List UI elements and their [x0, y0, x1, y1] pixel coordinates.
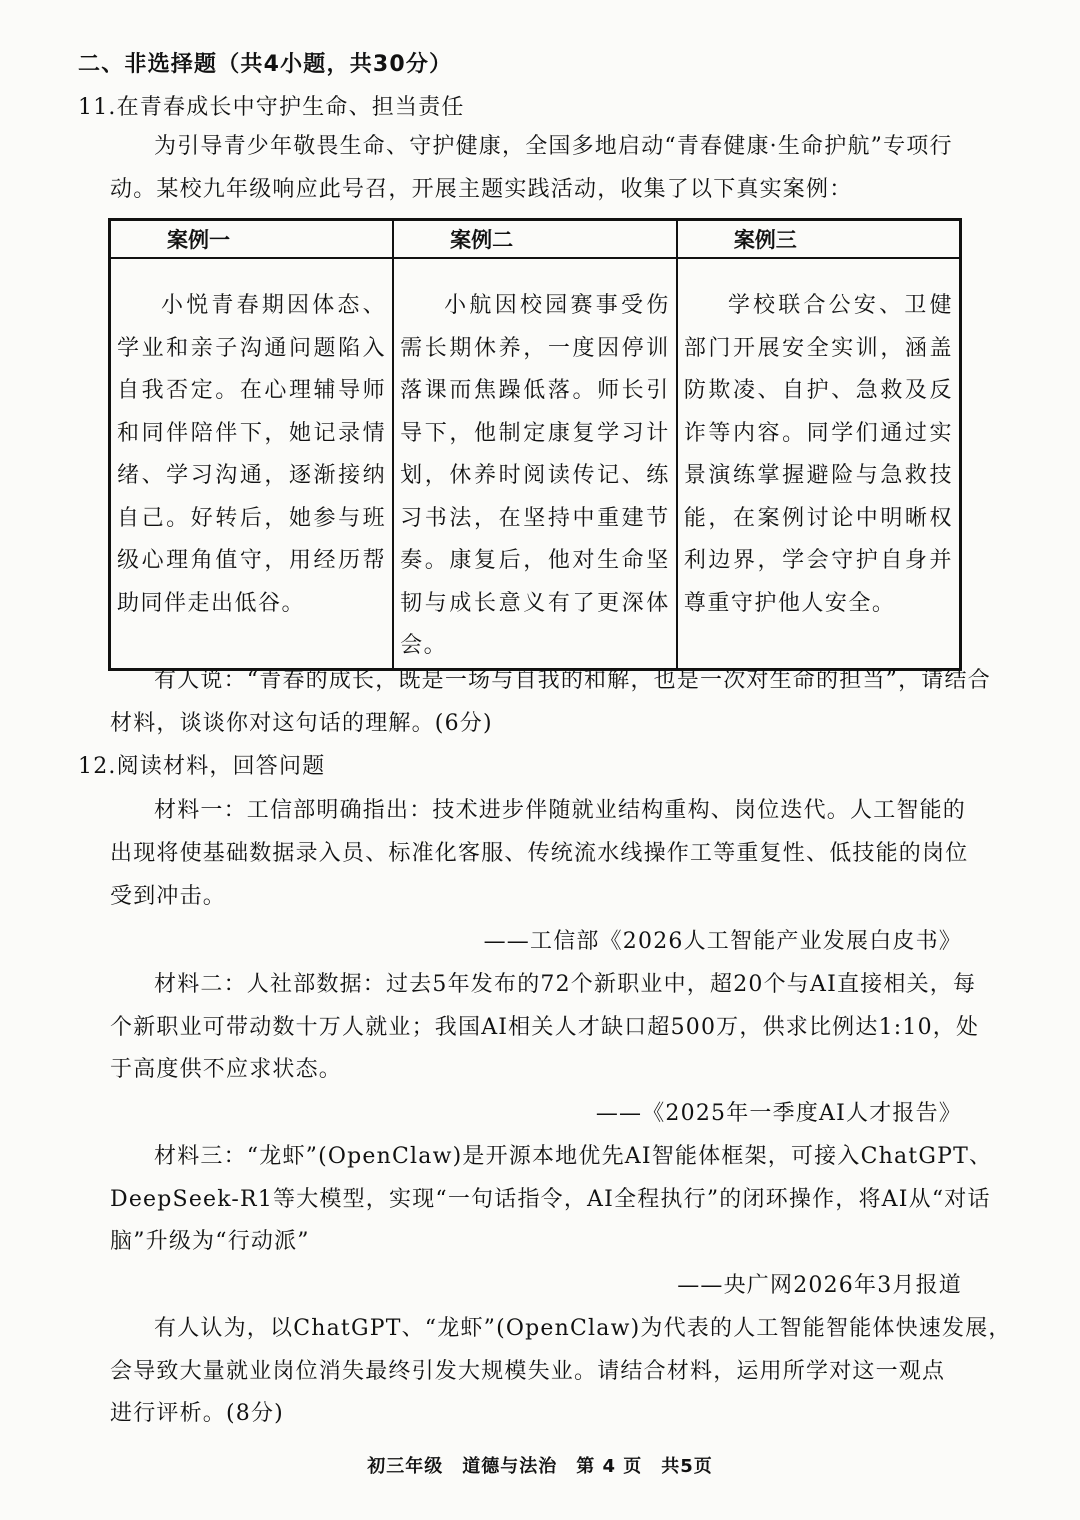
- q12-prompt-line-1: 有人认为，以ChatGPT、“龙虾”(OpenClaw)为代表的人工智能智能体快速发展，: [154, 1316, 1012, 1341]
- material-2-line-2: 个新职业可带动数十万人就业；我国AI相关人才缺口超500万，供求比例达1:10，处: [110, 1015, 980, 1040]
- q12-prompt-line-2: 会导致大量就业岗位消失最终引发大规模失业。请结合材料，运用所学对这一观点: [110, 1359, 946, 1384]
- q11-intro-line-1: 为引导青少年敬畏生命、守护健康，全国多地启动“青春健康·生命护航”专项行: [154, 134, 953, 159]
- question-12-title: 12.阅读材料，回答问题: [78, 754, 326, 779]
- case-2-text: 小航因校园赛事受伤需长期休养，一度因停训落课而焦躁低落。师长引导下，他制定康复学习计划，休养时阅读传记、练习书法，在坚持中重建节奏。康复后，他对生命坚韧与成长意义有了更深体会。: [393, 258, 677, 669]
- case-3-header: 案例三: [677, 220, 961, 259]
- material-1-line-2: 出现将使基础数据录入员、标准化客服、传统流水线操作工等重复性、低技能的岗位: [110, 841, 969, 866]
- q11-prompt-line-1: 有人说：“青春的成长，既是一场与自我的和解，也是一次对生命的担当”，请结合: [154, 668, 991, 693]
- material-1-line-3: 受到冲击。: [110, 884, 227, 909]
- material-3-line-3: 脑”升级为“行动派”: [110, 1229, 310, 1254]
- material-3-line-1: 材料三：“龙虾”(OpenClaw)是开源本地优先AI智能体框架，可接入ChatGPT、: [154, 1144, 993, 1169]
- material-3-line-2: DeepSeek-R1等大模型，实现“一句话指令，AI全程执行”的闭环操作，将AI从“对话: [110, 1187, 991, 1212]
- case-1-header: 案例一: [110, 220, 394, 259]
- case-3-text: 学校联合公安、卫健部门开展安全实训，涵盖防欺凌、自护、急救及反诈等内容。同学们通过实景演练掌握避险与急救技能，在案例讨论中明晰权利边界，学会守护自身并尊重守护他人安全。: [677, 258, 961, 669]
- page-footer: 初三年级 道德与法治 第 4 页 共5页: [367, 1456, 713, 1477]
- material-2-source: ——《2025年一季度AI人才报告》: [595, 1101, 962, 1126]
- material-1-line-1: 材料一：工信部明确指出：技术进步伴随就业结构重构、岗位迭代。人工智能的: [154, 798, 967, 823]
- case-2-header: 案例二: [393, 220, 677, 259]
- material-3-source: ——央广网2026年3月报道: [677, 1273, 962, 1298]
- material-2-line-1: 材料二：人社部数据：过去5年发布的72个新职业中，超20个与AI直接相关，每: [154, 972, 977, 997]
- q11-prompt-line-2: 材料，谈谈你对这句话的理解。(6分): [110, 711, 493, 736]
- question-11-title: 11.在青春成长中守护生命、担当责任: [78, 95, 465, 120]
- cases-table: [108, 218, 962, 671]
- cases-body-row: [110, 258, 961, 669]
- section-header: 二、非选择题（共4小题，共30分）: [78, 52, 453, 77]
- material-2-line-3: 于高度供不应求状态。: [110, 1057, 343, 1082]
- case-1-text: 小悦青春期因体态、学业和亲子沟通问题陷入自我否定。在心理辅导师和同伴陪伴下，她记录情绪、学习沟通，逐渐接纳自己。好转后，她参与班级心理角值守，用经历帮助同伴走出低谷。: [110, 258, 394, 669]
- q11-intro-line-2: 动。某校九年级响应此号召，开展主题实践活动，收集了以下真实案例：: [110, 177, 853, 202]
- q12-prompt-line-3: 进行评析。(8分): [110, 1401, 284, 1426]
- cases-header-row: [110, 220, 961, 259]
- material-1-source: ——工信部《2026人工智能产业发展白皮书》: [483, 929, 962, 954]
